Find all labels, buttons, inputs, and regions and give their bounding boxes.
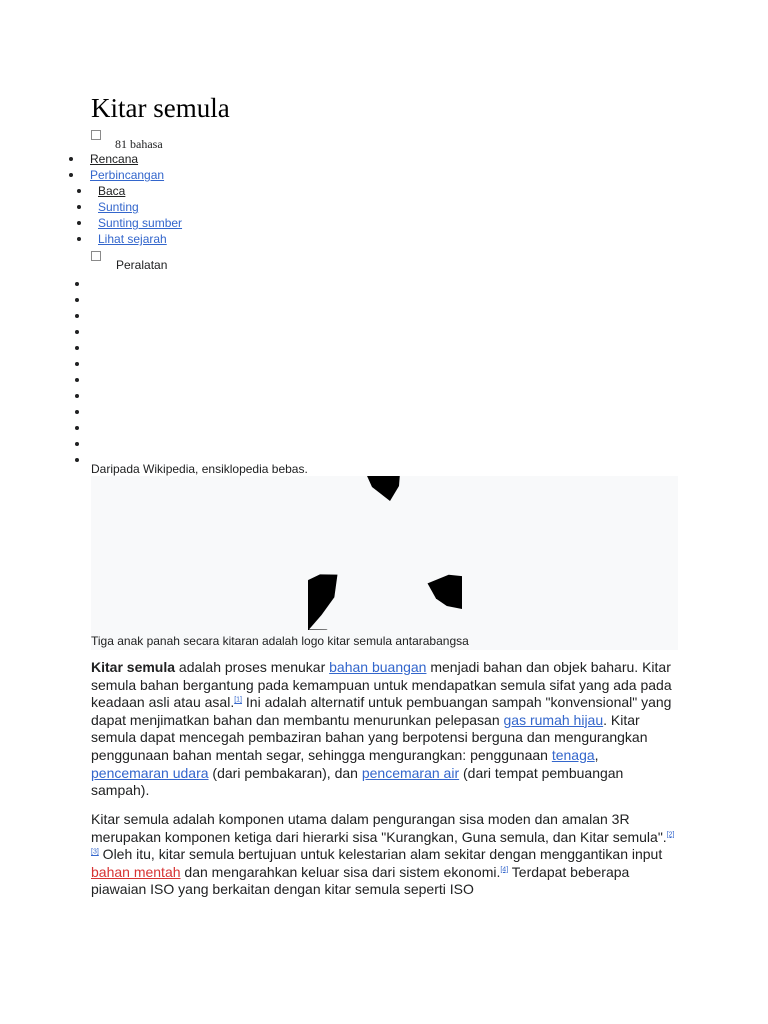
tab-baca[interactable] [98, 183, 182, 199]
paragraph-text: Terdapat beberapa piawaian ISO yang berkaitan dengan kitar semula seperti ISO [91, 863, 630, 898]
link-tenaga[interactable]: tenaga [551, 746, 595, 763]
tools-menu-item[interactable] [0, 388, 10, 404]
tab-sunting[interactable] [98, 199, 182, 215]
site-tagline: Daripada Wikipedia, ensiklopedia bebas. [91, 462, 308, 476]
tools-menu-item[interactable] [0, 372, 10, 388]
link-bahan-mentah[interactable]: bahan mentah [91, 863, 181, 880]
tab-perbincangan-link[interactable]: Perbincangan [90, 168, 165, 182]
tools-menu-item[interactable] [0, 420, 10, 436]
tab-perbincangan[interactable] [90, 167, 164, 183]
tools-menu-item[interactable] [0, 452, 10, 468]
article-paragraph-2 [91, 811, 675, 899]
tools-menu-item[interactable] [0, 340, 10, 356]
paragraph-text: , [594, 746, 599, 763]
page-title: Kitar semula [91, 93, 230, 123]
link-pencemaran-udara[interactable]: pencemaran udara [91, 764, 209, 781]
tab-baca-link[interactable]: Baca [98, 184, 126, 198]
tools-menu-list [0, 276, 10, 468]
tools-menu-item[interactable] [0, 356, 10, 372]
tab-rencana-link[interactable]: Rencana [90, 152, 139, 166]
paragraph-text: (dari tempat pembuangan sampah). [91, 764, 624, 799]
link-pencemaran-air[interactable]: pencemaran air [361, 764, 460, 781]
reference-4-link[interactable]: [4] [500, 866, 509, 874]
paragraph-text: (dari pembakaran), dan [208, 764, 362, 781]
tools-toggle-checkbox[interactable] [91, 251, 101, 261]
tab-lihat-sejarah[interactable] [98, 231, 182, 247]
reference-2-3-link[interactable]: [2][3] [91, 830, 675, 856]
tools-menu-item[interactable] [0, 324, 10, 340]
tab-lihat-sejarah-link[interactable]: Lihat sejarah [98, 232, 167, 246]
tools-menu-item[interactable] [0, 436, 10, 452]
paragraph-text: dan mengarahkan keluar sisa dari sistem ekonomi. [180, 863, 501, 880]
languages-toggle-checkbox[interactable] [91, 130, 101, 140]
tools-menu-item[interactable] [0, 276, 10, 292]
paragraph-text: Oleh itu, kitar semula bertujuan untuk kelestarian alam sekitar dengan menggantikan input [98, 846, 663, 863]
figure-caption: Tiga anak panah secara kitaran adalah logo kitar semula antarabangsa [91, 634, 469, 648]
link-bahan-buangan[interactable]: bahan buangan [329, 659, 427, 675]
tab-sunting-sumber-link[interactable]: Sunting sumber [98, 216, 183, 230]
article-bold-term: Kitar semula [91, 659, 176, 675]
tab-rencana[interactable] [90, 151, 164, 167]
link-gas-rumah-hijau[interactable]: gas rumah hijau [503, 711, 604, 728]
article-figure [91, 476, 678, 650]
reference-1[interactable] [234, 697, 242, 704]
paragraph-text: Kitar semula adalah komponen utama dalam pengurangan sisa moden dan amalan 3R merupakan komponen ketiga dari hierarki sisa "Kurangkan, Guna semula, dan Kitar semula". [91, 811, 667, 845]
reference-1-link[interactable]: [1] [234, 696, 243, 704]
paragraph-text: . Kitar semula dapat mencegah pembaziran bahan yang berpotensi berguna dan mengurangkan penggunaan bahan mentah segar, sehingga mengurangkan: penggunaan [91, 711, 648, 763]
tools-menu-item[interactable] [0, 404, 10, 420]
tab-sunting-sumber[interactable] [98, 215, 182, 231]
tools-label[interactable]: Peralatan [116, 258, 168, 272]
paragraph-text: menjadi bahan dan objek baharu. Kitar semula bahan bergantung pada kemampuan untuk mendapatkan semula sifat yang ada pada keadaan asli atau asal. [91, 659, 672, 711]
reference-4[interactable] [500, 866, 508, 873]
recycle-icon[interactable] [308, 476, 462, 630]
tools-menu-item[interactable] [0, 308, 10, 324]
tab-sunting-link[interactable]: Sunting [98, 200, 139, 214]
languages-label[interactable]: 81 bahasa [115, 137, 163, 151]
view-tabs [98, 183, 182, 247]
tools-menu-item[interactable] [0, 292, 10, 308]
article-paragraph-1 [91, 659, 675, 800]
namespace-tabs [90, 151, 164, 183]
paragraph-text: adalah proses menukar [175, 659, 330, 675]
paragraph-text: Ini adalah alternatif untuk pembuangan sampah "konvensional" yang dapat menjimatkan bahan dan membantu menurunkan pelepasan [91, 694, 672, 728]
